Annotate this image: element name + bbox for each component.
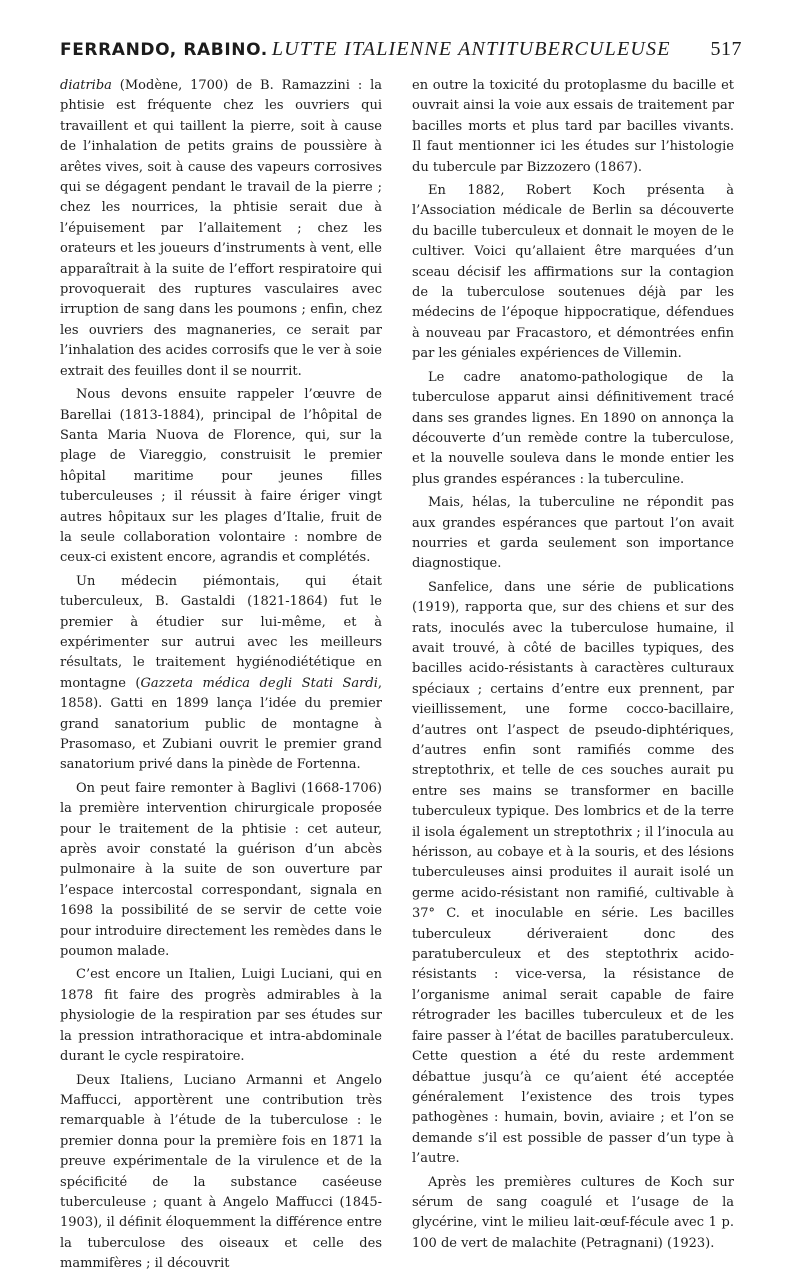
page-number: 517 [710, 38, 742, 60]
paragraph-luciani: C’est encore un Italien, Luigi Luciani, qui en 1878 fit faire des progrès admirables à la physiologie de la respiration par ses études sur la pression intrathoracique et intra-abdominale durant le cycle respiratoire. [60, 967, 382, 1065]
citation-diatriba: diatriba [60, 78, 112, 93]
paragraph-gastaldi [60, 572, 382, 776]
paragraph-bizzozero: en outre la toxicité du protoplasme du bacille et ouvrait ainsi la voie aux essais de traitement par bacilles morts et plus tard par bacilles vivants. Il faut mentionner ici les études sur l’histologie du tubercule par Bizzozero (1867). [412, 78, 734, 175]
running-head-title: LUTTE ITALIENNE ANTITUBERCULEUSE [271, 38, 671, 60]
citation-gazzeta: Gazzeta médica degli Stati Sardi [140, 675, 378, 691]
running-head [60, 38, 742, 68]
paragraph-barellai: Nous devons ensuite rappeler l’œuvre de Barellai (1813-1884), principal de l’hôpital de Santa Maria Nuova de Florence, qui, sur la plage de Viareggio, construisit le premier hôpital maritime pour jeunes filles tuberculeuses ; il réussit à faire ériger vingt autres hôpitaux sur les plages d’Italie, fruit de la seule collaboration volontaire : nombre de ceux-ci existent encore, agrandis et complétés. [60, 387, 382, 566]
paragraph-gastaldi-text-before: Un médecin piémontais, qui était tuberculeux, B. Gastaldi (1821-1864) fut le premier à étudier sur lui-même, et à expérimenter sur autrui avec les meilleurs résultats, le traitement hygiénodiététique en montagne ( [60, 573, 382, 691]
paragraph-helas: Mais, hélas, la tuberculine ne répondit pas aux grandes espérances que partout l’on avait nourries et garda seulement son importance diagnostique. [412, 495, 734, 572]
paragraph-koch: En 1882, Robert Koch présenta à l’Association médicale de Berlin sa découverte du bacille tuberculeux et donnait le moyen de le cultiver. Voici qu’allaient être marquées d’un sceau décisif les affirmations sur la contagion de la tuberculose soutenues déjà par les médecins de l’époque hippocratique, défendues à nouveau par Fracastoro, et démontrées enfin par les géniales expériences de Villemin. [412, 183, 734, 362]
paragraph-ramazzini [60, 76, 382, 382]
paragraph-sanfelice: Sanfelice, dans une série de publications (1919), rapporta que, sur des chiens et sur des rats, inoculés avec la tuberculose humaine, il avait trouvé, à côté de bacilles typiques, des bacilles acido-résistants à caractères culturaux spéciaux ; certains d’entre eux prennent, par vieillissement, une forme cocco-bacillaire, d’autres ont l’aspect de pseudo-diphtériques, d’autres enfin sont ramifiés comme des streptothrix, et telle de ces souches aurait pu entre ses mains se transformer en bacille tuberculeux typique. Des lombrics et de la terre il isola également un streptothrix ; il l’inocula au hérisson, au cobaye et à la souris, et des lésions tuberculeuses ainsi produites il aurait isolé un germe acido-résistant non ramifié, cultivable à 37° C. et inoculable en série. Les bacilles tuberculeux dériveraient donc des paratuberculeux et des steptothrix acido-résistants : vice-versa, la résistance de l’organisme animal serait capable de faire rétrograder les bacilles tuberculeux et de les faire passer à l’état de bacilles paratuberculeux. Cette question a été du reste ardemment débattue jusqu’à ce qu’aient été acceptée généralement l’existence des trois types pathogènes : humain, bovin, aviaire ; et l’on se demande s’il est possible de passer d’un type à l’autre. [412, 579, 734, 1167]
right-column [412, 76, 734, 1254]
left-column [60, 76, 382, 1275]
paragraph-ramazzini-text: (Modène, 1700) de B. Ramazzini : la phtisie est fréquente chez les ouvriers qui travaillent et qui taillent la pierre, soit à cause de l’inhalation de petits grains de poussière à arêtes vives, soit à cause des vapeurs corrosives qui se dégagent pendant le travail de la pierre ; chez les nourrices, la phtisie serait due à l’épuisement par l’allaitement ; chez les orateurs et les joueurs d’instruments à vent, elle apparaîtrait à la suite de l’effort respiratoire qui provoquerait des ruptures vasculaires avec irruption de sang dans les poumons ; enfin, chez les ouvriers des magnaneries, ce serait par l’inhalation des acides corrosifs que le ver à soie extrait des feuilles dont il se nourrit. [60, 78, 382, 379]
paragraph-baglivi: On peut faire remonter à Baglivi (1668-1706) la première intervention chirurgicale proposée pour le traitement de la phtisie : cet auteur, après avoir constaté la guérison d’un abcès pulmonaire à la suite de son ouverture par l’espace intercostal correspondant, signala en 1698 la possibilité de se servir de cette voie pour introduire directement les remèdes dans le poumon malade. [60, 780, 382, 960]
paragraph-gastaldi-text-after: , 1858). Gatti en 1899 lança l’idée du premier grand sanatorium public de montagne à Prasomaso, et Zubiani ouvrit le premier grand sanatorium privé dans la pinède de Fortenna. [60, 675, 383, 773]
paragraph-petragnani: Après les premières cultures de Koch sur sérum de sang coagulé et l’usage de la glycérine, vint le milieu lait-œuf-fécule avec 1 p. 100 de vert de malachite (Petragnani) (1923). [412, 1174, 734, 1251]
paragraph-armanni-maffucci: Deux Italiens, Luciano Armanni et Angelo Maffucci, apportèrent une contribution très remarquable à l’étude de la tuberculose : le premier donna pour la première fois en 1871 la preuve expérimentale de la virulence et de la spécificité de la substance caséeuse tuberculeuse ; quant à Angelo Maffucci (1845-1903), il définit éloquemment la différence entre la tuberculose des oiseaux et celle des mammifères ; il découvrit [60, 1072, 382, 1272]
paragraph-tuberculine: Le cadre anatomo-pathologique de la tuberculose apparut ainsi définitivement tracé dans ses grandes lignes. En 1890 on annonça la découverte d’un remède contre la tuberculose, et la nouvelle souleva dans le monde entier les plus grandes espérances : la tuberculine. [412, 369, 734, 487]
running-head-authors: FERRANDO, RABINO. [60, 40, 268, 60]
